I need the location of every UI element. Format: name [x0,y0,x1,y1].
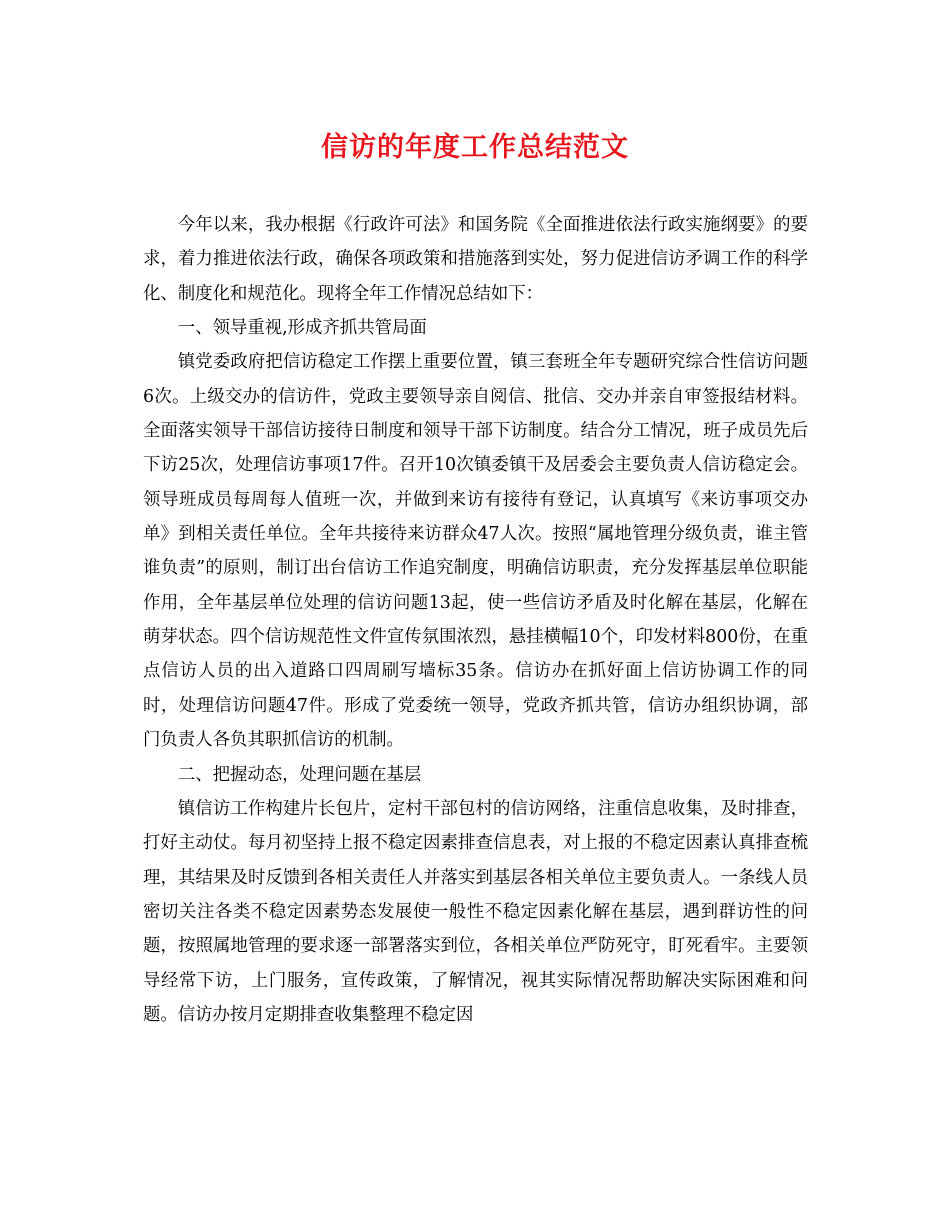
paragraph-intro: 今年以来，我办根据《行政许可法》和国务院《全面推进依法行政实施纲要》的要求，着力推进依法行政，确保各项政策和措施落到实处，努力促进信访矛调工作的科学化、制度化和规范化。现将全年工作情况总结如下： [143,215,808,304]
document-title: 信访的年度工作总结范文 [321,132,629,163]
section-heading-1: 一、领导重视,形成齐抓共管局面 [177,318,427,339]
section-heading-2: 二、把握动态，处理问题在基层 [177,764,422,785]
document-body [143,208,808,1032]
paragraph-section-2: 镇信访工作构建片长包片，定村干部包村的信访网络，注重信息收集，及时排查，打好主动仗。每月初坚持上报不稳定因素排查信息表，对上报的不稳定因素认真排查梳理，其结果及时反馈到各相关责任人并落实到基层各相关单位主要负责人。一条线人员密切关注各类不稳定因素势态发展使一般性不稳定因素化解在基层，遇到群访性的问题，按照属地管理的要求逐一部署落实到位，各相关单位严防死守，盯死看牢。主要领导经常下访，上门服务，宣传政策，了解情况，视其实际情况帮助解决实际困难和问题。信访办按月定期排查收集整理不稳定因 [143,798,808,1025]
paragraph-section-1: 镇党委政府把信访稳定工作摆上重要位置，镇三套班全年专题研究综合性信访问题6次。上级交办的信访件，党政主要领导亲自阅信、批信、交办并亲自审签报结材料。全面落实领导干部信访接待日制度和领导干部下访制度。结合分工情况，班子成员先后下访25次，处理信访事项17件。召开10次镇委镇干及居委会主要负责人信访稳定会。领导班成员每周每人值班一次，并做到来访有接待有登记，认真填写《来访事项交办单》到相关责任单位。全年共接待来访群众47人次。按照“属地管理分级负责，谁主管谁负责”的原则，制订出台信访工作追究制度，明确信访职责，充分发挥基层单位职能作用，全年基层单位处理的信访问题13起，使一些信访矛盾及时化解在基层，化解在萌芽状态。四个信访规范性文件宣传氛围浓烈，悬挂横幅10个，印发材料800份，在重点信访人员的出入道路口四周刷写墙标35条。信访办在抓好面上信访协调工作的同时，处理信访问题47件。形成了党委统一领导，党政齐抓共管，信访办组织协调，部门负责人各负其职抓信访的机制。 [143,352,808,751]
